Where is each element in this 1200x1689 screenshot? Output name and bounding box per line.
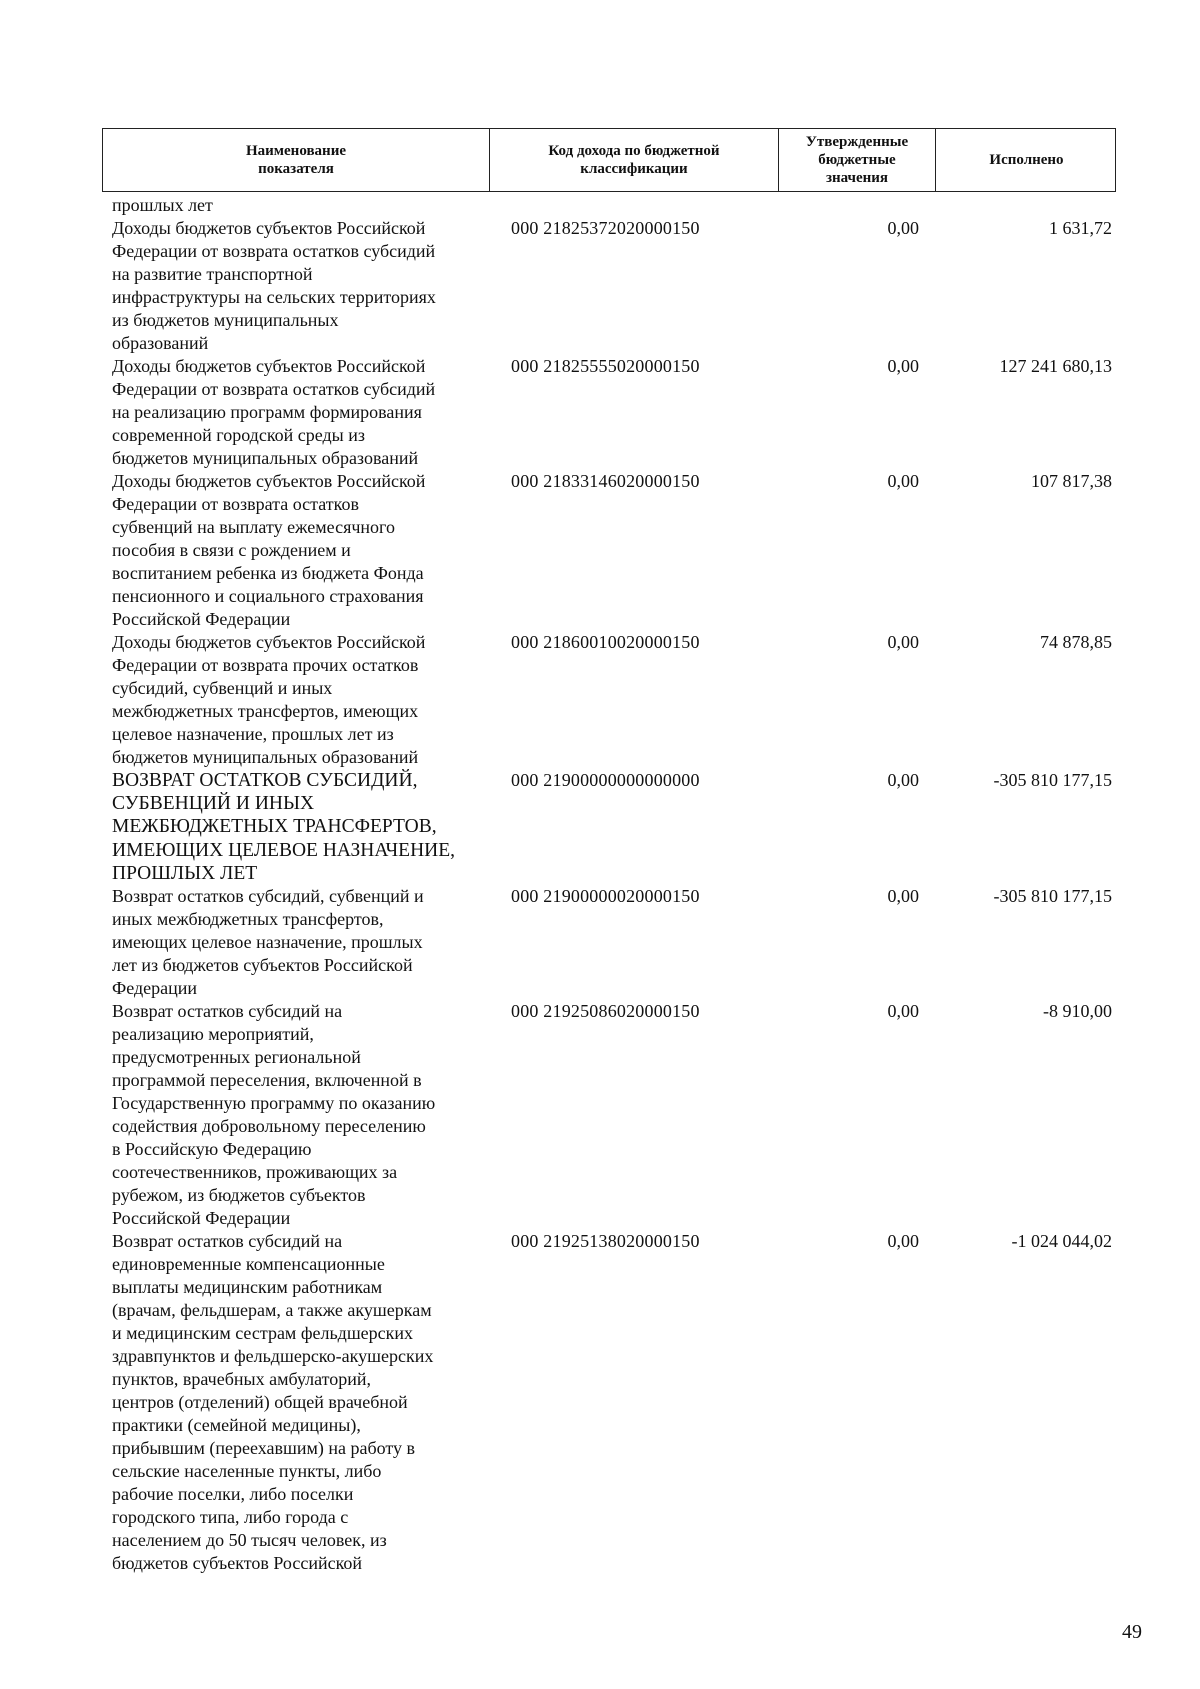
header-code-column — [490, 129, 779, 191]
table-body — [102, 194, 1116, 1575]
row-name: Доходы бюджетов субъектов Российской Федерации от возврата прочих остатков субсидий, субвенций и иных межбюджетных трансфертов, имеющих целевое назначение, прошлых лет из бюджетов муниципальных образований — [112, 632, 426, 767]
header-code-label: Код дохода по бюджетной классификации — [548, 143, 720, 177]
table-row — [102, 194, 1116, 217]
row-executed: -1 024 044,02 — [1011, 1231, 1112, 1252]
row-name: прошлых лет — [112, 195, 213, 215]
row-plan: 0,00 — [887, 770, 919, 790]
table-row — [102, 355, 1116, 470]
row-plan: 0,00 — [887, 356, 919, 376]
row-plan — [778, 194, 935, 217]
row-executed: 74 878,85 — [1040, 632, 1112, 652]
table-row — [102, 769, 1116, 885]
row-name: Доходы бюджетов субъектов Российской Федерации от возврата остатков субсидий на развитие транспортной инфраструктуры на сельских территориях из бюджетов муниципальных образований — [112, 218, 436, 353]
table-row — [102, 885, 1116, 1000]
row-name: Возврат остатков субсидий, субвенций и иных межбюджетных трансфертов, имеющих целевое назначение, прошлых лет из бюджетов субъектов Российской Федерации — [112, 886, 424, 999]
table-row — [102, 217, 1116, 355]
header-executed-column — [936, 129, 1117, 191]
row-code: 000 21833146020000150 — [511, 471, 700, 491]
row-plan: 0,00 — [887, 1001, 919, 1022]
row-executed — [935, 194, 1116, 217]
header-executed-label: Исполнено — [989, 152, 1064, 168]
table-row — [102, 470, 1116, 631]
row-executed: -305 810 177,15 — [993, 886, 1112, 907]
table-row — [102, 631, 1116, 769]
row-name: Доходы бюджетов субъектов Российской Федерации от возврата остатков субсидий на реализацию программ формирования современной городской среды из бюджетов муниципальных образований — [112, 356, 436, 468]
row-plan: 0,00 — [887, 1231, 919, 1252]
row-code: 000 21900000020000150 — [511, 886, 700, 907]
row-plan: 0,00 — [887, 632, 919, 652]
row-name: Возврат остатков субсидий на единовременные компенсационные выплаты медицинским работникам (врачам, фельдшерам, а также акушеркам и медицинским сестрам фельдшерских здравпунктов и фельдшерско-акушерских пунктов, врачебных амбулаторий, центров (отделений) общей врачебной практики (семейной медицины), прибывшим (переехавшим) на работу в сельские населенные пункты, либо рабочие поселки, либо поселки городского типа, либо города с населением до 50 тысяч человек, из бюджетов субъектов Российской — [112, 1231, 434, 1574]
row-executed: 127 241 680,13 — [999, 356, 1112, 376]
row-name: ВОЗВРАТ ОСТАТКОВ СУБСИДИЙ, СУБВЕНЦИЙ И ИНЫХ МЕЖБЮДЖЕТНЫХ ТРАНСФЕРТОВ, ИМЕЮЩИХ ЦЕЛЕВОЕ НАЗНАЧЕНИЕ, ПРОШЛЫХ ЛЕТ — [112, 770, 456, 884]
row-code — [489, 194, 778, 217]
row-name: Возврат остатков субсидий на реализацию мероприятий, предусмотренных региональной программой переселения, включенной в Государственную программу по оказанию содействия добровольному переселению в Российскую Федерацию соотечественников, проживающих за рубежом, из бюджетов субъектов Российской Федерации — [112, 1001, 436, 1229]
row-code: 000 21860010020000150 — [511, 632, 700, 652]
row-executed: 107 817,38 — [1031, 471, 1112, 491]
row-plan: 0,00 — [887, 218, 919, 238]
header-name-label: Наименование показателя — [246, 143, 346, 177]
row-executed: -8 910,00 — [1043, 1001, 1112, 1022]
row-code: 000 21900000000000000 — [511, 770, 700, 790]
row-name: Доходы бюджетов субъектов Российской Федерации от возврата остатков субвенций на выплату ежемесячного пособия в связи с рождением и воспитанием ребенка из бюджета Фонда пенсионного и социального страхования Российской Федерации — [112, 471, 426, 629]
row-code: 000 21925138020000150 — [511, 1231, 700, 1252]
header-name-column — [103, 129, 490, 191]
page-number: 49 — [1122, 1621, 1142, 1643]
row-executed: 1 631,72 — [1049, 218, 1112, 238]
table-row — [102, 1000, 1116, 1230]
row-code: 000 21825372020000150 — [511, 218, 700, 238]
header-plan-label: Утвержденные бюджетные значения — [805, 134, 909, 186]
table-header — [102, 128, 1116, 192]
row-plan: 0,00 — [887, 471, 919, 491]
header-plan-column — [779, 129, 936, 191]
row-plan: 0,00 — [887, 886, 919, 907]
row-code: 000 21825555020000150 — [511, 356, 700, 376]
table-row — [102, 1230, 1116, 1575]
row-executed: -305 810 177,15 — [993, 770, 1112, 790]
row-code: 000 21925086020000150 — [511, 1001, 700, 1022]
